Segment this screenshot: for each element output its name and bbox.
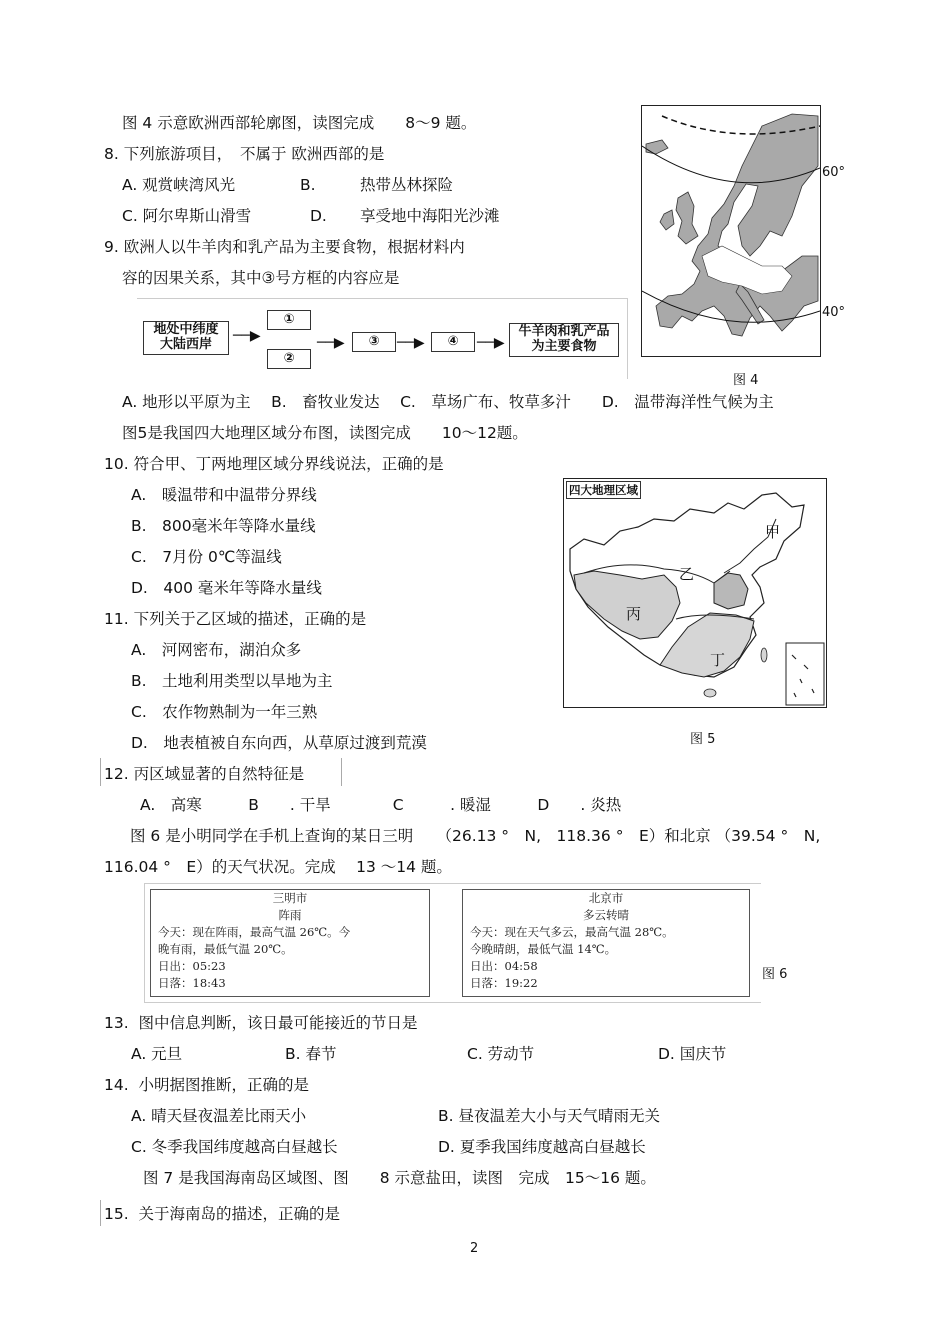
flow-box-3: ③ <box>352 332 396 352</box>
figure-4-europe-map <box>641 105 821 357</box>
forecast-line2: 今晚晴朗，最低气温 14℃。 <box>470 942 617 956</box>
question-14-option-a: A. 晴天昼夜温差比雨天小 <box>131 1107 307 1125</box>
flow-arrow-icon: ──▶ <box>233 328 261 344</box>
question-8-option-d: 享受地中海阳光沙滩 <box>360 207 500 225</box>
question-9-stem-line2: 容的因果关系，其中③号方框的内容应是 <box>122 269 400 287</box>
flow-diagram <box>137 298 628 379</box>
flow-end-line1: 牛羊肉和乳产品 <box>518 324 610 339</box>
city-name: 北京市 <box>588 891 624 905</box>
weather-condition: 阵雨 <box>278 908 302 922</box>
question-13-stem: 13. 图中信息判断，该日最可能接近的节日是 <box>104 1014 418 1032</box>
flow-end-box <box>509 323 619 357</box>
question-11-option-b: B. 土地利用类型以旱地为主 <box>131 672 333 690</box>
question-11-stem: 11. 下列关于乙区域的描述，正确的是 <box>104 610 367 628</box>
flow-box-1: ① <box>267 310 311 330</box>
question-15-stem: 15. 关于海南岛的描述，正确的是 <box>104 1205 341 1223</box>
flow-box-4: ④ <box>431 332 475 352</box>
weather-condition: 多云转晴 <box>583 908 629 922</box>
region-bing-label: 丙 <box>626 605 642 623</box>
weather-panel-sanming <box>150 889 430 997</box>
question-8-option-b-letter: B. <box>300 176 316 194</box>
sunset-time: 日落：19:22 <box>470 976 538 990</box>
forecast-line1: 今天：现在天气多云，最高气温 28℃。 <box>470 925 674 939</box>
question-9-stem-line1: 9. 欧洲人以牛羊肉和乳产品为主要食物，根据材料内 <box>104 238 465 256</box>
latitude-40-label: 40° <box>822 305 846 320</box>
figure-6-label: 图 6 <box>762 967 788 982</box>
question-8-option-b: 热带丛林探险 <box>360 176 454 194</box>
question-14-option-d: D. 夏季我国纬度越高白昼越长 <box>438 1138 646 1156</box>
flow-start-line2: 大陆西岸 <box>159 337 212 352</box>
question-14-option-b: B. 昼夜温差大小与天气晴雨无关 <box>438 1107 660 1125</box>
question-14-stem: 14. 小明据图推断，正确的是 <box>104 1076 310 1094</box>
region-yi-label: 乙 <box>679 565 695 583</box>
question-13-option-a: A. 元旦 <box>131 1045 183 1063</box>
forecast-line2: 晚有雨，最低气温 20℃。 <box>158 942 293 956</box>
forecast-line1: 今天：现在阵雨，最高气温 26℃。今 <box>158 925 351 939</box>
intro-fig5: 图5是我国四大地理区域分布图，读图完成 10～12题。 <box>122 424 528 442</box>
figure-5-label: 图 5 <box>690 732 716 747</box>
sunset-time: 日落：18:43 <box>158 976 226 990</box>
figure-5-china-map <box>563 478 827 708</box>
question-8-option-c: C. 阿尔卑斯山滑雪 <box>122 207 252 225</box>
europe-map-graphic <box>642 106 820 356</box>
question-12-options: A. 高寒 B . 干旱 C . 暖湿 D . 炎热 <box>140 796 622 814</box>
city-name: 三明市 <box>272 891 308 905</box>
flow-box-2: ② <box>267 349 311 369</box>
question-10-option-a: A. 暖温带和中温带分界线 <box>131 486 317 504</box>
flow-arrow-icon: ──▶ <box>397 335 425 351</box>
question-8-option-a: A. 观赏峡湾风光 <box>122 176 236 194</box>
question-10-option-d: D. 400 毫米年等降水量线 <box>131 579 322 597</box>
question-13-option-b: B. 春节 <box>285 1045 337 1063</box>
intro-fig6-line1: 图 6 是小明同学在手机上查询的某日三明 （26.13 ° N, 118.36 ° E）和北京 （39.54 ° N, <box>130 827 821 845</box>
intro-fig4: 图 4 示意欧洲西部轮廓图，读图完成 8～9 题。 <box>122 114 477 132</box>
flow-arrow-icon: ──▶ <box>317 335 345 351</box>
region-jia-label: 甲 <box>765 523 781 541</box>
question-8-stem: 8. 下列旅游项目， 不属于 欧洲西部的是 <box>104 145 385 163</box>
intro-fig6-line2: 116.04 ° E）的天气状况。完成 13 ～14 题。 <box>104 858 452 876</box>
latitude-60-label: 60° <box>822 165 846 180</box>
flow-arrow-icon: ──▶ <box>477 335 505 351</box>
question-12-stem: 12. 丙区域显著的自然特征是 <box>104 765 305 783</box>
china-map-graphic <box>564 479 826 707</box>
question-15-frame <box>100 1200 103 1226</box>
intro-fig7: 图 7 是我国海南岛区域图、图 8 示意盐田，读图 完成 15～16 题。 <box>143 1169 656 1187</box>
map-title: 四大地理区域 <box>566 481 641 499</box>
page-number: 2 <box>470 1241 479 1256</box>
question-13-option-c: C. 劳动节 <box>467 1045 535 1063</box>
question-8-option-d-letter: D. <box>310 207 327 225</box>
question-9-options: A. 地形以平原为主 B. 畜牧业发达 C. 草场广布、牧草多汁 D. 温带海洋性气候为主 <box>122 393 774 411</box>
question-10-stem: 10. 符合甲、丁两地理区域分界线说法，正确的是 <box>104 455 444 473</box>
figure-4-label: 图 4 <box>733 373 759 388</box>
question-11-option-c: C. 农作物熟制为一年三熟 <box>131 703 318 721</box>
region-ding-label: 丁 <box>710 651 726 669</box>
flow-start-box <box>143 321 229 355</box>
sunrise-time: 日出：04:58 <box>470 959 538 973</box>
question-13-option-d: D. 国庆节 <box>658 1045 727 1063</box>
sunrise-time: 日出：05:23 <box>158 959 226 973</box>
question-10-option-c: C. 7月份 0℃等温线 <box>131 548 282 566</box>
question-14-option-c: C. 冬季我国纬度越高白昼越长 <box>131 1138 338 1156</box>
question-11-option-d: D. 地表植被自东向西，从草原过渡到荒漠 <box>131 734 427 752</box>
flow-end-line2: 为主要食物 <box>531 339 597 354</box>
question-10-option-b: B. 800毫米年等降水量线 <box>131 517 316 535</box>
weather-panel-beijing <box>462 889 750 997</box>
question-11-option-a: A. 河网密布，湖泊众多 <box>131 641 302 659</box>
flow-start-line1: 地处中纬度 <box>153 322 219 337</box>
